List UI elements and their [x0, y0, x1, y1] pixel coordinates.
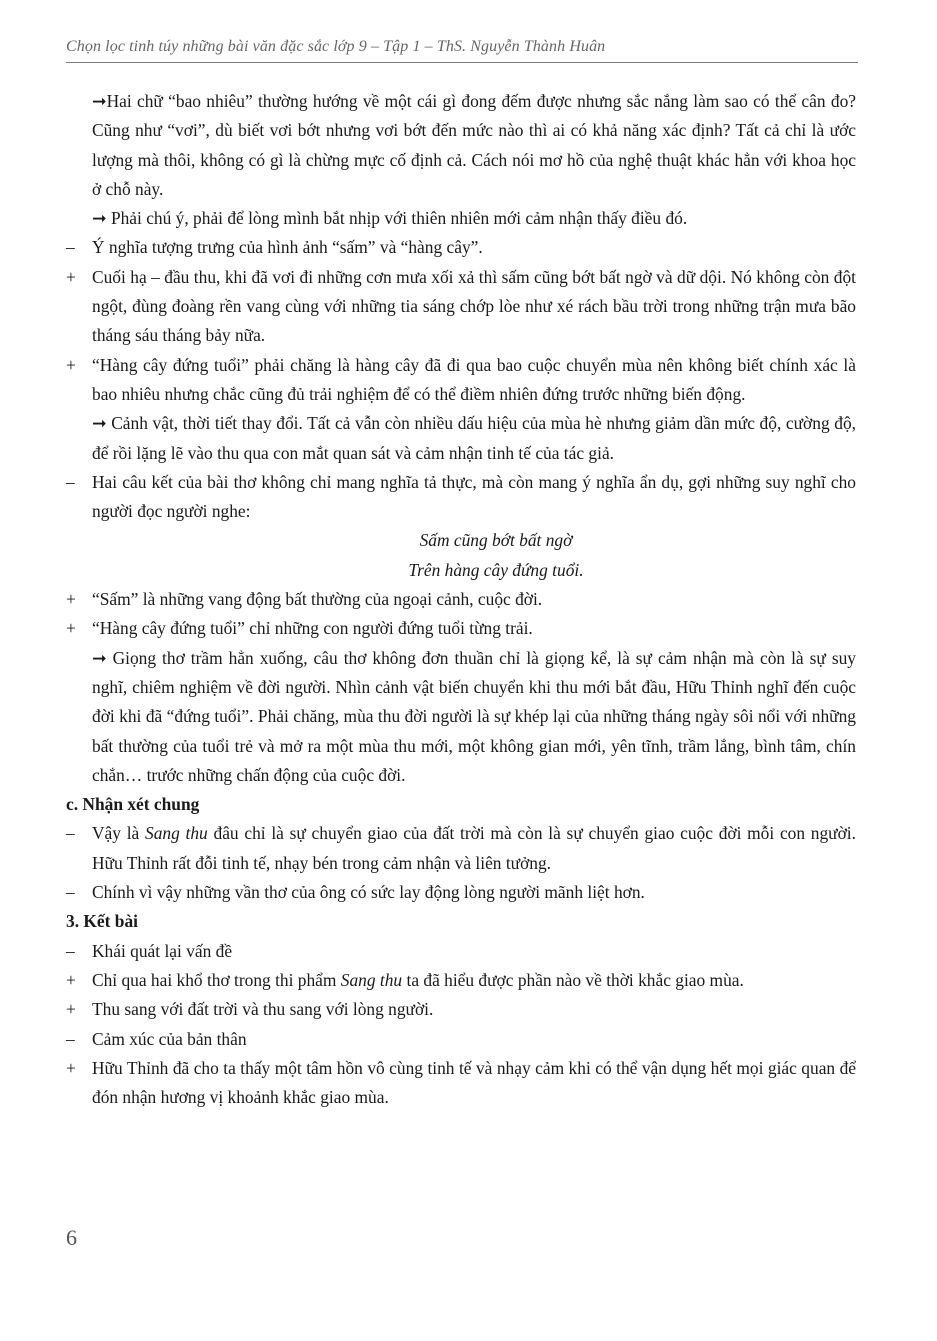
dash-marker: –: [66, 471, 75, 492]
header-title: Chọn lọc tinh túy những bài văn đặc sắc lớp 9 – Tập 1 – ThS. Nguyễn Thành Huân: [66, 38, 606, 55]
list-item: + Chỉ qua hai khổ thơ trong thi phẩm Sang thu ta đã hiểu được phần nào về thời khắc giao mùa.: [66, 966, 856, 995]
list-item: + “Hàng cây đứng tuổi” phải chăng là hàng cây đã đi qua bao cuộc chuyển mùa nên không biết chính xác là bao nhiêu nhưng chắc cũng đủ trải nghiệm để có thể điềm nhiên đứng trước những biến động.: [66, 351, 856, 410]
arrow-icon: ➞: [92, 91, 107, 111]
dash-marker: –: [66, 882, 75, 903]
paragraph: ➞ Phải chú ý, phải để lòng mình bắt nhịp với thiên nhiên mới cảm nhận thấy điều đó.: [66, 204, 856, 233]
paragraph: ➞ Cảnh vật, thời tiết thay đổi. Tất cả vẫn còn nhiều dấu hiệu của mùa hè nhưng giảm dần mức độ, cường độ, để rồi lặng lẽ vào thu qua con mắt quan sát và cảm nhận tinh tế của tác giả.: [66, 409, 856, 468]
plus-marker: +: [66, 354, 76, 375]
running-header: [66, 38, 858, 63]
dash-marker: –: [66, 940, 75, 961]
list-item: – Hai câu kết của bài thơ không chỉ mang nghĩa tả thực, mà còn mang ý nghĩa ẩn dụ, gợi những suy nghĩ cho người đọc người nghe:: [66, 468, 856, 527]
paragraph: ➞ Giọng thơ trầm hẳn xuống, câu thơ không đơn thuần chỉ là giọng kể, là sự cảm nhận mà còn là sự suy nghĩ, chiêm nghiệm về đời người. Nhìn cảnh vật biến chuyển khi thu mới bắt đầu, Hữu Thỉnh nghĩ đến cuộc đời khi đã “đứng tuổi”. Phải chăng, mùa thu đời người là sự khép lại của những tháng ngày sôi nổi với những bất thường của tuổi trẻ và mở ra một mùa thu mới, một không gian mới, yên tĩnh, trầm lắng, bình tâm, chín chắn… trước những chấn động của cuộc đời.: [66, 644, 856, 790]
section-heading: c. Nhận xét chung: [66, 794, 200, 815]
plus-marker: +: [66, 589, 76, 610]
plus-marker: +: [66, 999, 76, 1020]
list-item: + Thu sang với đất trời và thu sang với lòng người.: [66, 995, 856, 1024]
list-item: – Khái quát lại vấn đề: [66, 937, 856, 966]
paragraph: ➞Hai chữ “bao nhiêu” thường hướng về một cái gì đong đếm được nhưng sắc nắng làm sao có thể cân đo? Cũng như “vơi”, dù biết vơi bớt nhưng vơi bớt đến mức nào thì ai có khả năng xác định? Tất cả chỉ là ước lượng mà thôi, không có gì là chừng mực cố định cả. Cách nói mơ hồ của nghệ thuật khác hẳn với khoa học ở chỗ này.: [66, 87, 856, 204]
list-item: + Hữu Thỉnh đã cho ta thấy một tâm hồn vô cùng tinh tế và nhạy cảm khi có thể vận dụng hết mọi giác quan để đón nhận hương vị khoảnh khắc giao mùa.: [66, 1054, 856, 1113]
dash-marker: –: [66, 823, 75, 844]
list-item: – Vậy là Sang thu đâu chỉ là sự chuyển giao của đất trời mà còn là sự chuyển giao cuộc đời mỗi con người. Hữu Thỉnh rất đỗi tinh tế, nhạy bén trong cảm nhận và liên tưởng.: [66, 819, 856, 878]
work-title: Sang thu: [340, 969, 403, 990]
work-title: Sang thu: [145, 823, 208, 844]
list-item: + “Hàng cây đứng tuổi” chỉ những con người đứng tuổi từng trải.: [66, 614, 856, 643]
list-item: – Chính vì vậy những vần thơ của ông có sức lay động lòng người mãnh liệt hơn.: [66, 878, 856, 907]
page-number: 6: [66, 1225, 77, 1250]
list-item: + “Sấm” là những vang động bất thường của ngoại cảnh, cuộc đời.: [66, 585, 856, 614]
list-item: + Cuối hạ – đầu thu, khi đã vơi đi những cơn mưa xối xả thì sấm cũng bớt bất ngờ và dữ dội. Nó không còn đột ngột, đùng đoàng rền vang cùng với những tia sáng chớp lòe như xé rách bầu trời trong những trận mưa bão tháng sáu tháng bảy nữa.: [66, 263, 856, 351]
plus-marker: +: [66, 266, 76, 287]
list-item: – Ý nghĩa tượng trưng của hình ảnh “sấm” và “hàng cây”.: [66, 233, 856, 262]
list-item: – Cảm xúc của bản thân: [66, 1025, 856, 1054]
dash-marker: –: [66, 1028, 75, 1049]
section-heading: 3. Kết bài: [66, 911, 138, 932]
arrow-icon: ➞: [92, 208, 107, 229]
plus-marker: +: [66, 1057, 76, 1078]
page-body: [66, 87, 856, 1112]
dash-marker: –: [66, 237, 75, 258]
plus-marker: +: [66, 618, 76, 639]
verse-line: Trên hàng cây đứng tuổi.: [408, 559, 584, 580]
plus-marker: +: [66, 969, 76, 990]
arrow-icon: ➞: [92, 647, 107, 668]
arrow-icon: ➞: [92, 413, 107, 434]
verse-line: Sấm cũng bớt bất ngờ: [419, 530, 573, 551]
